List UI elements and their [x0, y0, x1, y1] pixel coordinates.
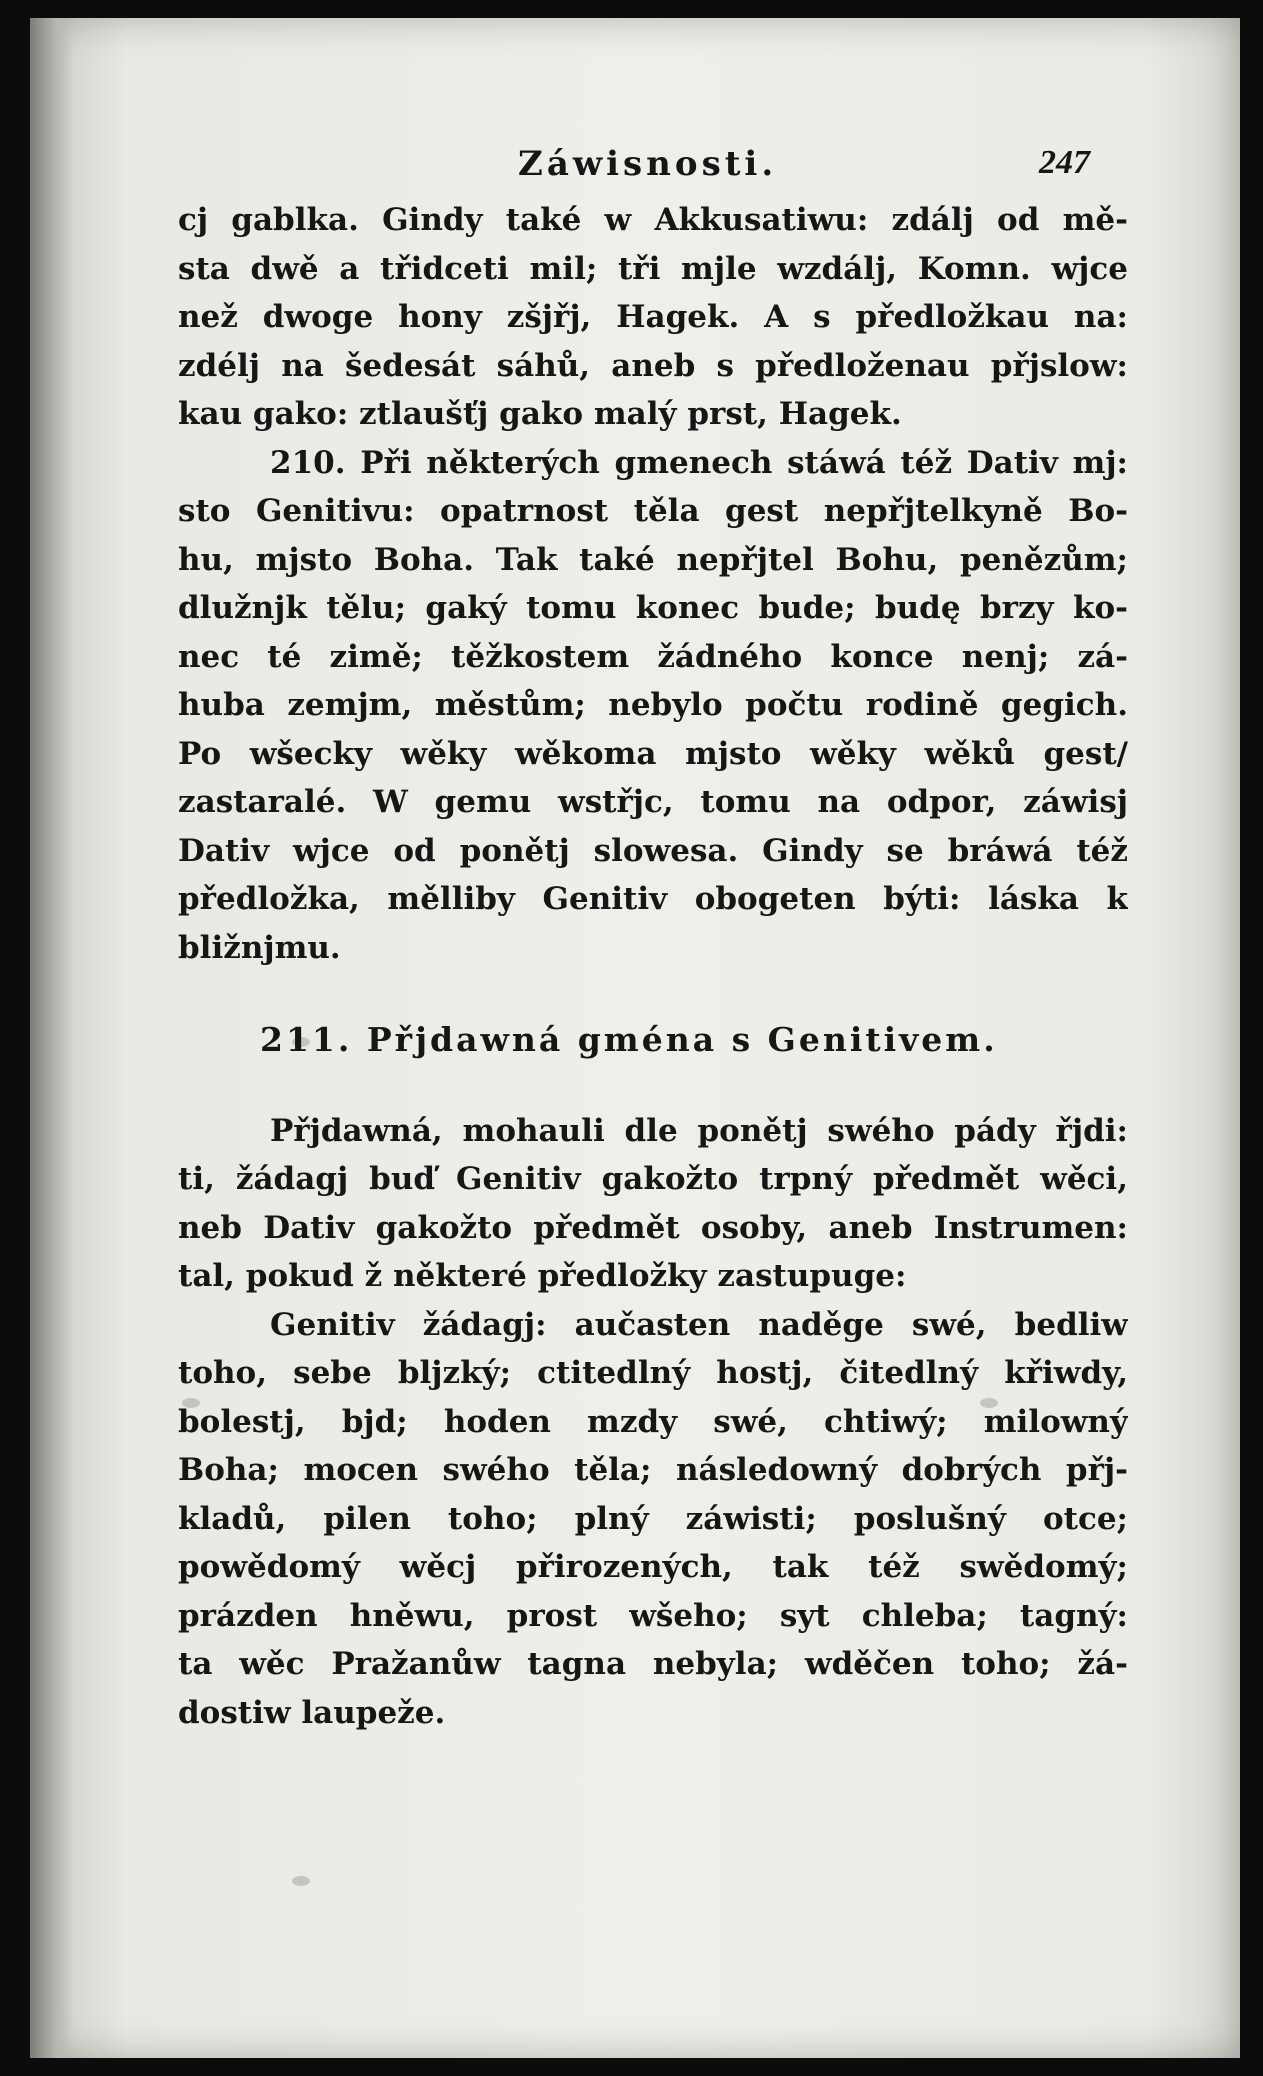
text-line: dlužnjk tělu; gaký tomu konec bude; budę brzy ko- [178, 590, 1128, 626]
text-line: ta wěc Pražanůw tagna nebyla; wděčen toho; žá- [178, 1646, 1128, 1682]
text-line: huba zemjm, městům; nebylo počtu rodině gegich. [178, 687, 1128, 723]
text-line: toho, sebe bljzký; ctitedlný hostj, čitedlný křiwdy, [178, 1355, 1128, 1391]
text-line: Po wšecky wěky wěkoma mjsto wěky wěků gest/ [178, 735, 1128, 772]
text-line: Boha; mocen swého těla; následowný dobrých přj- [178, 1452, 1128, 1488]
text-line: Genitiv žádagj: aučasten naděge swé, bedliw [270, 1306, 1128, 1343]
text-line: hu, mjsto Boha. Tak také nepřjtel Bohu, penězům; [178, 541, 1128, 578]
ink-speck [292, 1876, 310, 1886]
page-text [178, 136, 1128, 1737]
text-line: předložka, mělliby Genitiv obogeten býti: láska k [178, 881, 1128, 917]
text-line: neb Dativ gakožto předmět osoby, aneb Instrumen: [178, 1209, 1128, 1246]
text-line: zastaralé. W gemu wstřjc, tomu na odpor, záwisj [178, 784, 1128, 820]
text-line: sta dwě a třidceti mil; tři mjle wzdálj, Komn. wjce [178, 250, 1128, 287]
book-page [30, 18, 1240, 2058]
text-line: Dativ wjce od ponětj slowesa. Gindy se bráwá též [178, 832, 1128, 869]
text-line: ti, žádagj buď Genitiv gakožto trpný předmět wěci, [178, 1161, 1128, 1197]
text-line: sto Genitivu: opatrnost těla gest nepřjtelkyně Bo- [178, 493, 1128, 529]
text-line: nec té zimě; těžkostem žádného konce nenj; zá- [178, 638, 1128, 675]
text-line: powědomý wěcj přirozených, tak též swědomý; [178, 1549, 1128, 1585]
text-line: dostiw laupeže. [178, 1694, 446, 1731]
text-line: Přjdawná, mohauli dle ponětj swého pády řjdi: [270, 1112, 1128, 1149]
text-line: bližnjmu. [178, 929, 341, 966]
page-number: 247 [1039, 144, 1090, 181]
paragraph-210 [178, 439, 1128, 973]
section-heading: 211. Přjdawná gména s Genitivem. [260, 1020, 998, 1059]
running-header [178, 136, 1128, 196]
paragraph-211-b [178, 1301, 1128, 1738]
text-line: než dwoge hony zšjřj, Hagek. A s předložkau na: [178, 299, 1128, 335]
page-gutter-shadow [30, 18, 74, 2058]
running-title: Záwisnosti. [518, 144, 778, 184]
paragraph-continuation [178, 196, 1128, 439]
paragraph-211-a [178, 1107, 1128, 1301]
text-line: zdélj na šedesát sáhů, aneb s předloženau přjslow: [178, 347, 1128, 384]
text-line: 210. Při některých gmenech stáwá též Dativ mj: [270, 444, 1128, 481]
text-line: kladů, pilen toho; plný záwisti; poslušný otce; [178, 1500, 1128, 1537]
text-line: prázden hněwu, prost wšeho; syt chleba; tagný: [178, 1597, 1128, 1634]
text-line: kau gako: ztlaušťj gako malý prst, Hagek. [178, 396, 902, 432]
text-line: tal, pokud ž některé předložky zastupuge: [178, 1258, 907, 1294]
text-line: cj gablka. Gindy také w Akkusatiwu: zdálj od mě- [178, 202, 1128, 238]
text-line: bolestj, bjd; hoden mzdy swé, chtiwý; milowný [178, 1403, 1128, 1440]
